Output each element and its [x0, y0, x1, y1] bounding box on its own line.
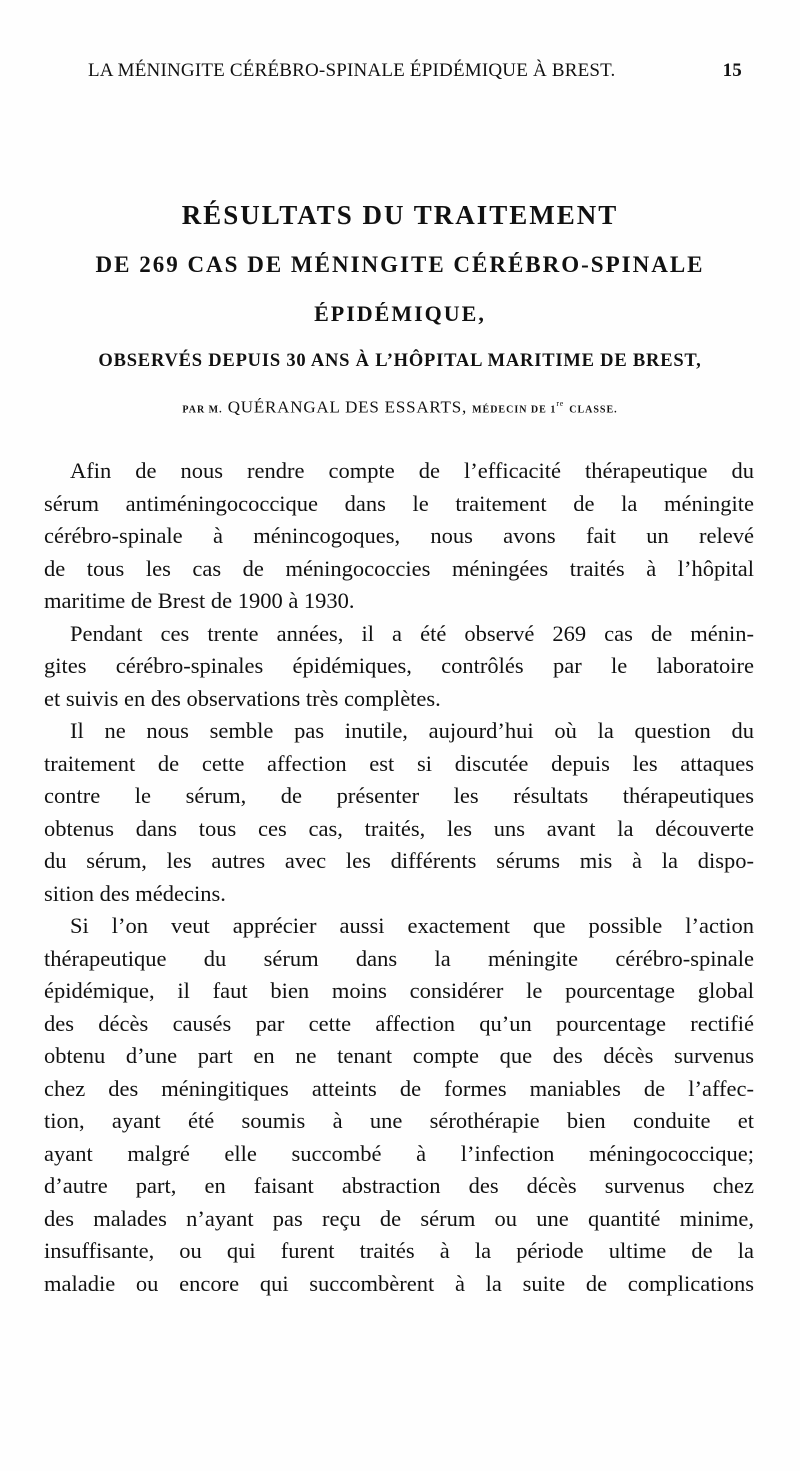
title-line-3: ÉPIDÉMIQUE,	[314, 301, 486, 326]
byline-rank: MÉDECIN DE 1	[472, 404, 557, 416]
article-title-block	[40, 190, 760, 424]
text-line: tion, ayant été soumis à une sérothérapie bien conduite et	[44, 1108, 754, 1133]
text-line: gites cérébro-spinales épidémiques, contrôlés par le laboratoire	[44, 653, 754, 678]
text-line: contre le sérum, de présenter les résultats thérapeutiques	[44, 783, 754, 808]
text-line: thérapeutique du sérum dans la méningite cérébro-spinale	[44, 945, 754, 971]
author-byline	[40, 384, 760, 424]
text-line: chez des méningitiques atteints de formes maniables de l’affec-	[44, 1075, 754, 1101]
text-line: Il ne nous semble pas inutile, aujourd’hui où la question du	[70, 718, 754, 743]
byline-par: PAR M.	[182, 404, 223, 416]
text-line: et suivis en des observations très complètes.	[44, 685, 441, 711]
text-line: Afin de nous rendre compte de l’efficacité thérapeutique du	[70, 458, 754, 483]
text-line: d’autre part, en faisant abstraction des décès survenus chez	[44, 1173, 754, 1198]
text-line: de tous les cas de méningococcies méningées traités à l’hôpital	[44, 555, 754, 581]
body-text	[44, 455, 754, 1300]
text-line: Si l’on veut apprécier aussi exactement que possible l’action	[70, 913, 754, 938]
text-line: maritime de Brest de 1900 à 1930.	[44, 588, 355, 613]
text-line: obtenu d’une part en ne tenant compte que des décès survenus	[44, 1043, 754, 1068]
byline-author: QUÉRANGAL DES ESSARTS,	[227, 397, 468, 417]
text-line: sérum antiméningococcique dans le traitement de la méningite	[44, 490, 754, 516]
title-line-2: DE 269 CAS DE MÉNINGITE CÉRÉBRO-SPINALE	[95, 252, 705, 277]
byline-classe: CLASSE.	[569, 404, 618, 416]
text-line: maladie ou encore qui succombèrent à la suite de complications	[44, 1270, 754, 1296]
text-line: cérébro-spinale à ménincogoques, nous avons fait un relevé	[44, 523, 754, 548]
text-line: obtenus dans tous ces cas, traités, les uns avant la découverte	[44, 815, 754, 841]
text-line: insuffisante, ou qui furent traités à la période ultime de la	[44, 1238, 754, 1263]
text-line: des décès causés par cette affection qu’un pourcentage rectifié	[44, 1010, 754, 1036]
title-line-4: OBSERVÉS DEPUIS 30 ANS À L’HÔPITAL MARITIME DE BREST,	[98, 351, 702, 371]
text-line: Pendant ces trente années, il a été observé 269 cas de ménin-	[70, 620, 754, 646]
text-line: des malades n’ayant pas reçu de sérum ou une quantité minime,	[44, 1205, 754, 1231]
text-line: sition des médecins.	[44, 880, 226, 906]
text-line: du sérum, les autres avec les différents sérums mis à la dispo-	[44, 848, 754, 873]
text-line: épidémique, il faut bien moins considérer le pourcentage global	[44, 978, 754, 1003]
running-header	[88, 60, 742, 90]
title-line-1: RÉSULTATS DU TRAITEMENT	[181, 200, 619, 230]
text-line: traitement de cette affection est si discutée depuis les attaques	[44, 750, 754, 776]
text-line: ayant malgré elle succombé à l’infection méningococcique;	[44, 1140, 754, 1166]
page-number: 15	[722, 60, 742, 81]
byline-rank-sup: re	[556, 399, 565, 408]
running-title: LA MÉNINGITE CÉRÉBRO-SPINALE ÉPIDÉMIQUE À BREST.	[88, 60, 616, 81]
